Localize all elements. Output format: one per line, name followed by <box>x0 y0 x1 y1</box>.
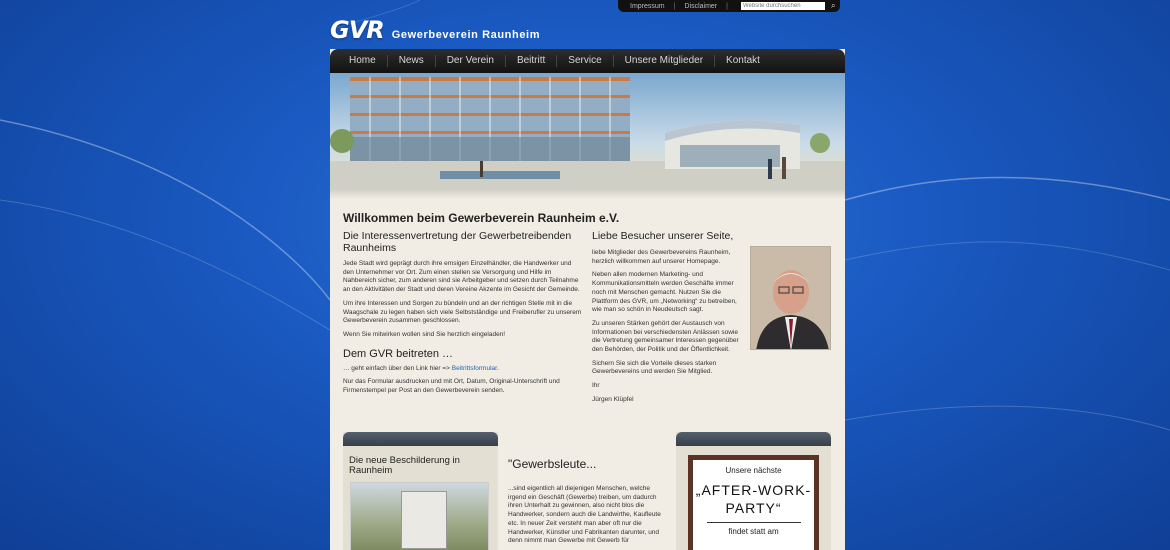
search-icon[interactable]: ⌕ <box>830 1 836 10</box>
box-header <box>676 432 831 446</box>
box-header <box>343 432 498 446</box>
nav-item-home[interactable]: Home <box>338 55 388 67</box>
signature-name: Jürgen Klüpfel <box>592 395 634 403</box>
page-title: Willkommen beim Gewerbeverein Raunheim e.V. <box>343 211 620 225</box>
site-name: Gewerbeverein Raunheim <box>391 29 541 41</box>
right-column <box>592 230 832 405</box>
flyer-line-3: findet statt am <box>728 527 779 536</box>
nav-item-kontakt[interactable]: Kontakt <box>726 55 760 66</box>
separator: | <box>673 2 676 10</box>
nav-item-service[interactable]: Service <box>557 55 613 67</box>
left-paragraph-1: Jede Stadt wird geprägt durch ihre emsigen Einzelhändler, die Handwerker und den Unternehmer vor Ort. Zum einen stellen sie Versorgung und Hilfe im Nahbereich sicher, zum anderen sind sie Arbeitgeber und setzen durch Teilnahme an den Aktivitäten der Stadt und deren Vereine Akzente im Gesicht der Gemeinde. <box>343 260 580 294</box>
after-work-flyer[interactable] <box>688 455 819 550</box>
right-paragraph-2: Neben allen modernen Marketing- und Kommunikationsmitteln werden Geschäfte immer noch mit Menschen gemacht. Nutzen Sie die Plattform des GVR, um „Networking“ zu betreiben, wie man so schön in Neudeutsch sagt. <box>592 271 737 314</box>
beitrittsformular-link[interactable]: Beitrittsformular <box>451 364 497 372</box>
left-paragraph-3: Wenn Sie mitwirken wollen sind Sie herzlich eingeladen! <box>343 330 506 338</box>
quote-title: "Gewerbsleute... <box>508 457 597 471</box>
site-logo[interactable] <box>330 16 540 44</box>
right-paragraph-5: Ihr <box>592 382 600 390</box>
logo-mark: GVR <box>330 16 384 44</box>
flyer-line-1: Unsere nächste <box>725 466 782 475</box>
quote-text: ...sind eigentlich all diejenigen Menschen, welche irgend ein Geschäft (Gewerbe) treiben, um dadurch ihren Unterhalt zu gewinnen, also nicht blos die Handwerker, sondern auch die Landwirthe, Kaufleute etc. In neuer Zeit versteht man aber oft nur die Handwerker, Künstler und Fabrikanten darunter, und denn nimmt man Gewerbe mit Gewerb für <box>508 485 661 545</box>
left-paragraph-2: Um ihre Interessen und Sorgen zu bündeln und an der richtigen Stelle mit in die Waagschale zu legen haben sich viele Selbstständige und Freiberufler zu unserem Gewerbeverein zusammen geschlossen. <box>343 299 582 325</box>
impressum-link[interactable]: Impressum <box>630 2 665 10</box>
right-paragraph-3: Zu unseren Stärken gehört der Austausch von Informationen bei verschiedensten Anlässen sowie die Vertretung gemeinsamer Interessen gegenüber den Behörden, der Politik und der Öffentlichkeit. <box>592 319 739 354</box>
signage-photo[interactable] <box>350 482 489 550</box>
signage-box <box>343 432 498 550</box>
join-text: … geht einfach über den Link hier => <box>343 364 452 372</box>
join-paragraph <box>343 365 583 374</box>
nav-item-unsere-mitglieder[interactable]: Unsere Mitglieder <box>614 55 715 67</box>
portrait-photo <box>750 246 831 350</box>
content-area <box>330 211 845 225</box>
disclaimer-link[interactable]: Disclaimer <box>684 2 718 10</box>
separator: | <box>726 2 728 10</box>
left-column <box>343 230 583 396</box>
after-work-box <box>676 432 831 550</box>
join-paragraph-2: Nur das Formular ausdrucken und mit Ort, Datum, Original-Unterschrift und Firmenstempel per Post an den Gewerbeverein senden. <box>343 378 560 395</box>
hero-fade <box>330 189 845 199</box>
nav-item-news[interactable]: News <box>388 55 436 67</box>
utility-bar <box>618 0 840 12</box>
flyer-content <box>693 460 814 550</box>
nav-item-der-verein[interactable]: Der Verein <box>436 55 506 67</box>
sign-board <box>401 491 447 549</box>
hero-banner-image <box>330 73 845 199</box>
flyer-headline: „AFTER-WORK-PARTY“ <box>695 482 812 516</box>
right-paragraph-4: Sichern Sie sich die Vorteile dieses starken Gewerbevereins und werden Sie Mitglied. <box>592 359 717 376</box>
welcome-text <box>592 249 744 405</box>
flyer-divider <box>707 522 801 523</box>
join-heading: Dem GVR beitreten … <box>343 347 454 360</box>
search-input[interactable] <box>741 2 825 10</box>
right-paragraph-1: liebe Mitglieder des Gewerbevereins Raunheim, herzlich willkommen auf unserer Homepage. <box>592 249 731 265</box>
quote-section <box>508 457 668 546</box>
right-heading: Liebe Besucher unserer Seite, <box>592 230 734 242</box>
main-nav <box>330 49 845 73</box>
main-container <box>330 49 845 550</box>
signage-title[interactable]: Die neue Beschilderung in Raunheim <box>349 455 460 476</box>
left-heading: Die Interessenvertretung der Gewerbetreibenden Raunheims <box>343 230 572 254</box>
nav-item-beitritt[interactable]: Beitritt <box>506 55 557 67</box>
join-text-end: . <box>496 364 499 372</box>
